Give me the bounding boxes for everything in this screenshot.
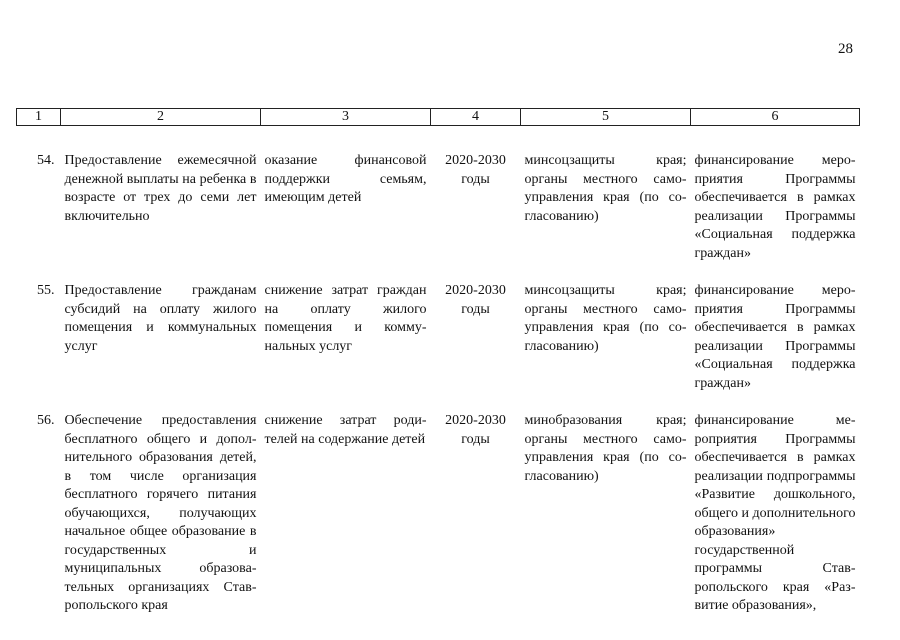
measure-name: Обеспечение предоставления бесплатного общего и дополнительного образования детей, в том числе организация бесплатного горячего питания обучающихся, получающих начальное общее образование в государственных и муниципальных образовательных организациях Ставропольского края <box>64 413 257 613</box>
measure-name: Предоставление ежемесячной денежной выплаты на ребенка в возрасте от трех до семи лет включительно <box>64 153 257 224</box>
measure-term: 2020-2030 годы <box>445 413 506 447</box>
page-number: 28 <box>838 41 853 57</box>
table-row <box>17 282 860 412</box>
measure-executor: минобразования края; органы местного самоуправления края (по согласованию) <box>524 413 687 484</box>
measure-goal: оказание финансовой поддержки семьям, имеющим детей <box>264 153 427 205</box>
measure-funding: финансирование мероприятия Программы обеспечивается в рамках реализации подпрограммы «Развитие дошкольного, общего и дополнительного образования» государственной программы Ставропольского края «Развитие образования», <box>694 413 856 613</box>
row-number: 54. <box>37 153 55 168</box>
measures-table <box>16 108 860 635</box>
measure-name: Предоставление гражданам субсидий на оплату жилого помещения и коммунальных услуг <box>64 283 257 354</box>
measure-term: 2020-2030 годы <box>445 153 506 187</box>
table-row <box>17 152 860 282</box>
row-number: 56. <box>37 413 55 428</box>
measure-goal: снижение затрат родителей на содержание детей <box>264 413 427 447</box>
column-header-5: 5 <box>521 109 691 126</box>
measure-goal: снижение затрат граждан на оплату жилого помещения и коммунальных услуг <box>264 283 427 354</box>
column-header-2: 2 <box>61 109 261 126</box>
table-row <box>17 412 860 635</box>
column-header-4: 4 <box>431 109 521 126</box>
table-header-row <box>17 109 860 126</box>
column-header-6: 6 <box>691 109 860 126</box>
measure-funding: финансирование мероприятия Программы обеспечивается в рамках реализации Программы «Социальная поддержка граждан» <box>694 153 856 261</box>
measure-executor: минсоцзащиты края; органы местного самоуправления края (по согласованию) <box>524 153 687 224</box>
column-header-1: 1 <box>17 109 61 126</box>
row-number: 55. <box>37 283 55 298</box>
column-header-3: 3 <box>261 109 431 126</box>
measure-funding: финансирование мероприятия Программы обеспечивается в рамках реализации Программы «Социальная поддержка граждан» <box>694 283 856 391</box>
measure-term: 2020-2030 годы <box>445 283 506 317</box>
measure-executor: минсоцзащиты края; органы местного самоуправления края (по согласованию) <box>524 283 687 354</box>
